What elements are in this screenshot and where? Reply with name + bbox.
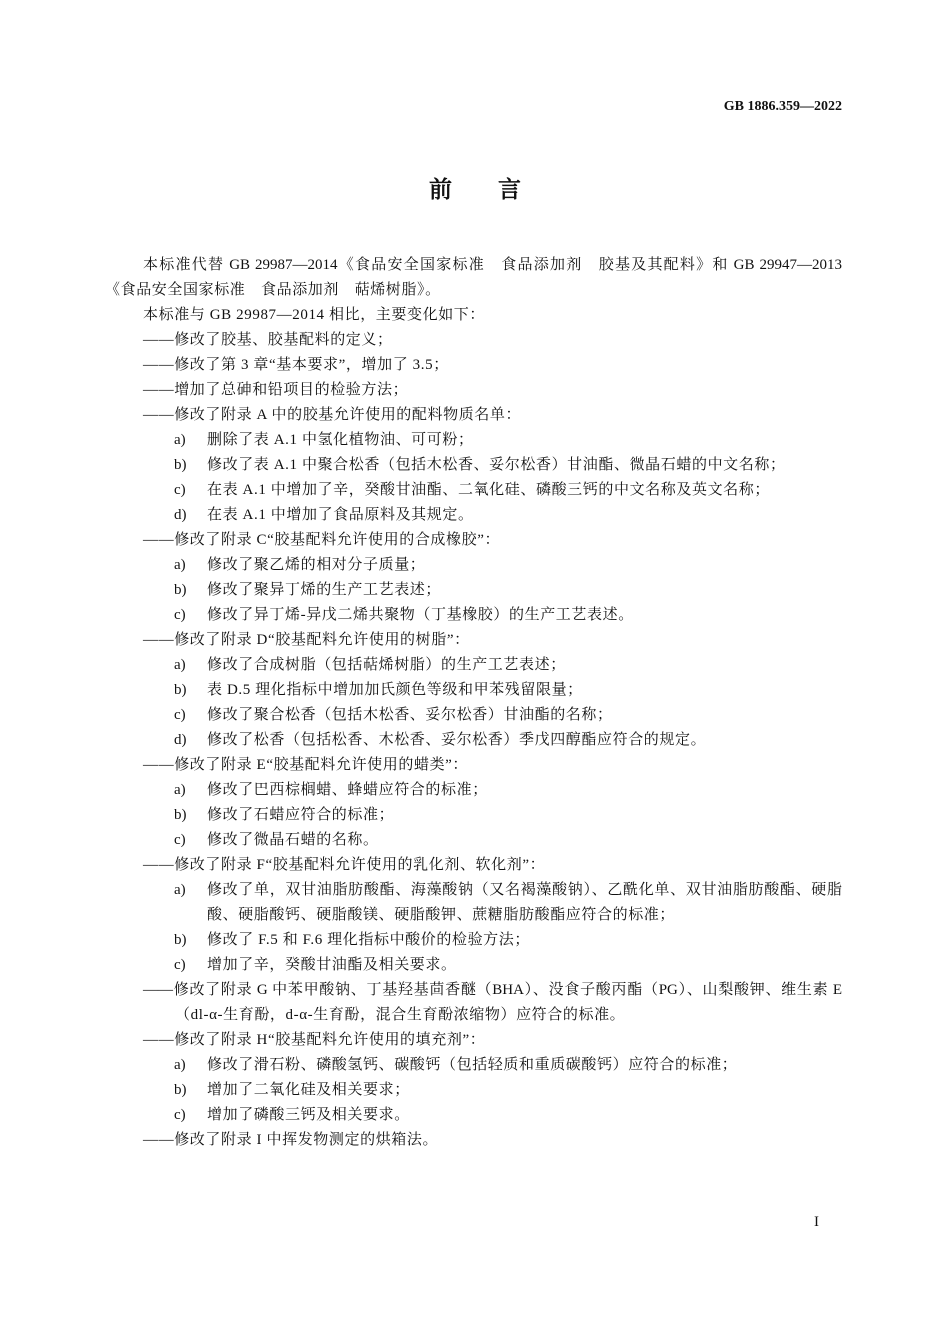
sub-item (105, 803, 842, 828)
sub-item-text: 修改了石蜡应符合的标准； (207, 807, 395, 823)
sub-item-label: b) (174, 582, 187, 598)
change-item: ——增加了总砷和铅项目的检验方法； (143, 382, 409, 398)
sub-item (105, 928, 842, 953)
sub-item (105, 553, 842, 578)
sub-item (105, 653, 842, 678)
change-item: ——修改了附录 H“胶基配料允许使用的填充剂”： (143, 1032, 486, 1048)
change-item: ——修改了附录 F“胶基配料允许使用的乳化剂、软化剂”： (143, 857, 546, 873)
sub-item (105, 953, 842, 978)
page-number: I (814, 1214, 819, 1230)
sub-item (105, 678, 842, 703)
sub-item (105, 578, 842, 603)
standard-number-header (724, 97, 842, 117)
change-item-continuation: （dl-α-生育酚，d-α-生育酚，混合生育酚浓缩物）应符合的标准。 (175, 1007, 626, 1023)
sub-item-text: 修改了 F.5 和 F.6 理化指标中酸价的检验方法； (207, 932, 530, 948)
sub-item-text: 在表 A.1 中增加了食品原料及其规定。 (207, 507, 474, 523)
sub-item-text: 修改了合成树脂（包括萜烯树脂）的生产工艺表述； (207, 657, 566, 673)
sub-item-text: 修改了松香（包括松香、木松香、妥尔松香）季戊四醇酯应符合的规定。 (207, 732, 707, 748)
sub-item (105, 478, 842, 503)
sub-item-label: b) (174, 1082, 187, 1098)
sub-item (105, 703, 842, 728)
change-item: ——修改了附录 I 中挥发物测定的烘箱法。 (143, 1132, 439, 1148)
sub-item-text: 修改了异丁烯-异戊二烯共聚物（丁基橡胶）的生产工艺表述。 (207, 607, 634, 623)
sub-item (105, 453, 842, 478)
sub-item-label: b) (174, 682, 187, 698)
sub-item-text: 修改了巴西棕榈蜡、蜂蜡应符合的标准； (207, 782, 488, 798)
sub-item-label: d) (174, 732, 187, 748)
sub-item-text: 修改了滑石粉、磷酸氢钙、碳酸钙（包括轻质和重质碳酸钙）应符合的标准； (207, 1057, 738, 1073)
foreword-body (105, 253, 842, 1153)
sub-item-label: b) (174, 932, 187, 948)
sub-item-label: b) (174, 807, 187, 823)
foreword-title: 前 言 (429, 177, 521, 202)
change-item: ——修改了附录 G 中苯甲酸钠、丁基羟基茴香醚（BHA）、没食子酸丙酯（PG）、山梨酸钾、维生素 E (143, 982, 842, 998)
sub-item (105, 728, 842, 753)
sub-item-label: a) (174, 432, 186, 448)
sub-item-label: a) (174, 1057, 186, 1073)
sub-item-text: 表 D.5 理化指标中增加加氏颜色等级和甲苯残留限量； (207, 682, 583, 698)
sub-item-label: c) (174, 832, 186, 848)
sub-item (105, 828, 842, 853)
sub-item (105, 503, 842, 528)
intro-replace-line-2: 《食品安全国家标准 食品添加剂 萜烯树脂》。 (105, 282, 441, 298)
sub-item-label: c) (174, 707, 186, 723)
change-item: ——修改了胶基、胶基配料的定义； (143, 332, 393, 348)
sub-item-label: a) (174, 882, 186, 898)
sub-item-text: 增加了辛，癸酸甘油酯及相关要求。 (207, 957, 457, 973)
sub-item-label: c) (174, 607, 186, 623)
sub-item-label: c) (174, 957, 186, 973)
change-item: ——修改了附录 A 中的胶基允许使用的配料物质名单： (143, 407, 522, 423)
sub-item (105, 1053, 842, 1078)
sub-item-text: 删除了表 A.1 中氢化植物油、可可粉； (207, 432, 474, 448)
sub-item-label: b) (174, 457, 187, 473)
sub-item-text: 修改了聚合松香（包括木松香、妥尔松香）甘油酯的名称； (207, 707, 613, 723)
standard-prefix: GB (723, 99, 744, 114)
sub-item (105, 778, 842, 803)
change-item: ——修改了第 3 章“基本要求”，增加了 3.5； (143, 357, 449, 373)
sub-item-label: a) (174, 657, 186, 673)
sub-item-text: 修改了单，双甘油脂肪酸酯、海藻酸钠（又名褐藻酸钠）、乙酰化单、双甘油脂肪酸酯、硬脂 (207, 882, 842, 898)
sub-item (105, 428, 842, 453)
sub-item-text: 修改了聚乙烯的相对分子质量； (207, 557, 426, 573)
standard-number: 1886.359—2022 (747, 99, 842, 114)
sub-item-text: 修改了微晶石蜡的名称。 (207, 832, 379, 848)
sub-item (105, 1078, 842, 1103)
sub-item (105, 603, 842, 628)
sub-item-text: 修改了表 A.1 中聚合松香（包括木松香、妥尔松香）甘油酯、微晶石蜡的中文名称； (207, 457, 786, 473)
sub-item-label: d) (174, 507, 187, 523)
sub-item-text: 增加了磷酸三钙及相关要求。 (207, 1107, 410, 1123)
sub-item-text: 增加了二氧化硅及相关要求； (207, 1082, 410, 1098)
sub-item (105, 878, 842, 903)
sub-item-text: 在表 A.1 中增加了辛，癸酸甘油酯、二氧化硅、磷酸三钙的中文名称及英文名称； (207, 482, 770, 498)
sub-item-label: c) (174, 482, 186, 498)
intro-replace-line-1: 本标准代替 GB 29987—2014《食品安全国家标准 食品添加剂 胶基及其配料》和 GB 29947—2013 (143, 257, 842, 273)
sub-item-continuation: 酸、硬脂酸钙、硬脂酸镁、硬脂酸钾、蔗糖脂肪酸酯应符合的标准； (207, 907, 676, 923)
sub-item (105, 1103, 842, 1128)
sub-item-label: c) (174, 1107, 186, 1123)
intro-compare-line: 本标准与 GB 29987—2014 相比，主要变化如下： (143, 307, 485, 323)
sub-item-label: a) (174, 782, 186, 798)
sub-item-label: a) (174, 557, 186, 573)
change-item: ——修改了附录 C“胶基配料允许使用的合成橡胶”： (143, 532, 501, 548)
change-item: ——修改了附录 D“胶基配料允许使用的树脂”： (143, 632, 470, 648)
change-item: ——修改了附录 E“胶基配料允许使用的蜡类”： (143, 757, 469, 773)
sub-item-text: 修改了聚异丁烯的生产工艺表述； (207, 582, 442, 598)
